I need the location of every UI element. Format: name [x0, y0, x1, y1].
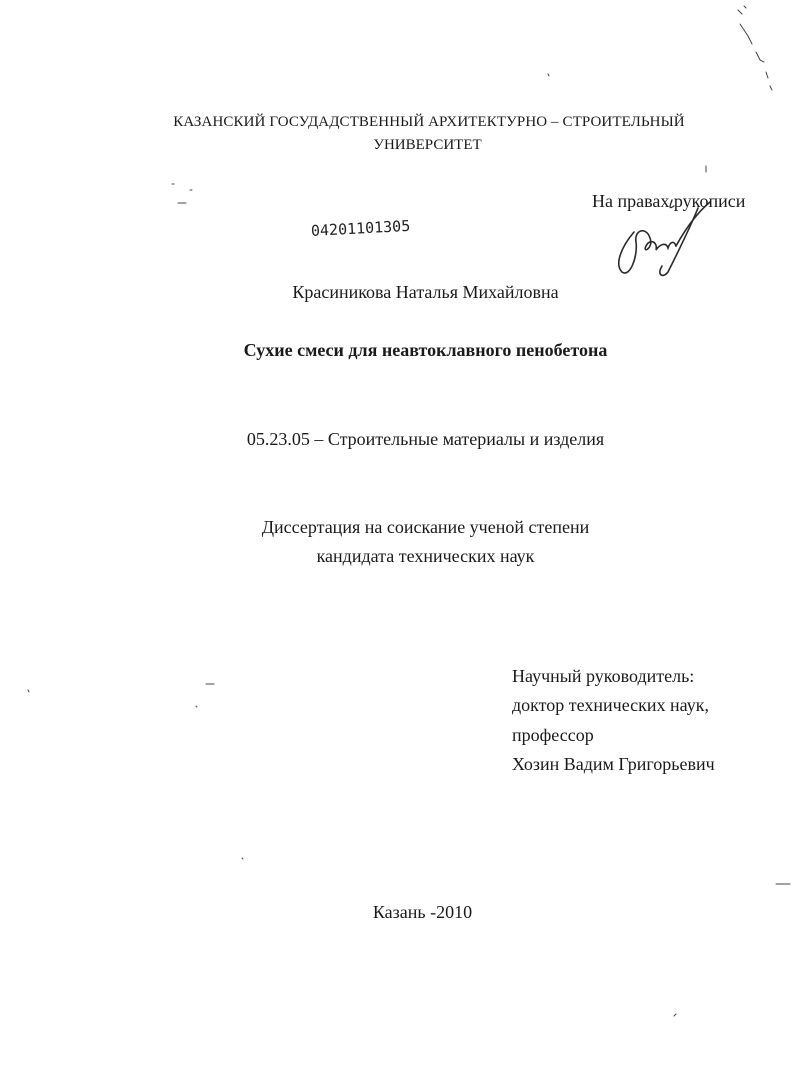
degree-line1: Диссертация на соискание ученой степени	[261, 517, 590, 537]
supervisor-role: Научный руководитель:	[512, 666, 695, 686]
supervisor-name: Хозин Вадим Григорьевич	[512, 754, 715, 774]
degree-line2: кандидата технических наук	[316, 546, 535, 566]
handwritten-signature	[612, 198, 722, 280]
supervisor-rank: профессор	[512, 725, 594, 745]
dissertation-title: Сухие смеси для неавтоклавного пенобетона	[243, 340, 608, 360]
city-year: Казань -2010	[372, 902, 473, 922]
author-name: Красиникова Наталья Михайловна	[292, 282, 559, 302]
supervisor-degree: доктор технических наук,	[512, 695, 709, 715]
rights-notice: На правах рукописи	[592, 191, 746, 211]
stamp-number: 04201101305	[310, 216, 411, 240]
speciality-code: 05.23.05 – Строительные материалы и изделия	[246, 429, 605, 449]
university-name-line2: УНИВЕРСИТЕТ	[373, 137, 482, 153]
university-name-line1: КАЗАНСКИЙ ГОСУДАДСТВЕННЫЙ АРХИТЕКТУРНО – СТРОИТЕЛЬНЫЙ	[173, 114, 685, 130]
